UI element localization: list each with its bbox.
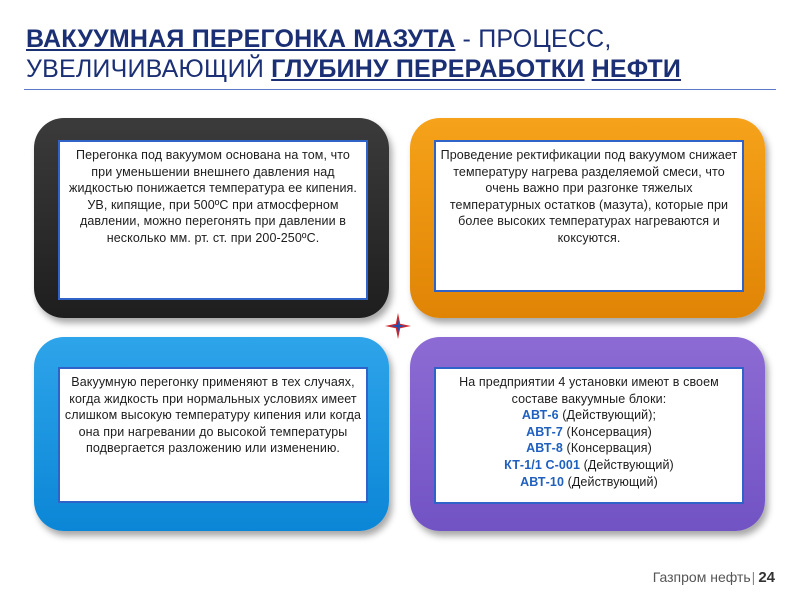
unit-item	[440, 424, 738, 441]
unit-status: (Консервация)	[562, 424, 652, 439]
unit-item	[440, 474, 738, 491]
title-part-1: ВАКУУМНАЯ ПЕРЕГОНКА МАЗУТА	[26, 25, 456, 53]
title-part-2: - ПРОЦЕСС,	[455, 25, 612, 53]
card-bottom-left-text	[58, 367, 368, 503]
unit-status: (Действующий)	[564, 474, 658, 489]
title-part-4: ГЛУБИНУ ПЕРЕРАБОТКИ	[271, 55, 585, 83]
title-part-6: НЕФТИ	[591, 55, 682, 83]
title-part-3: УВЕЛИЧИВАЮЩИЙ	[26, 55, 272, 83]
card-top-right-text	[434, 140, 744, 292]
page-number: 24	[758, 569, 775, 586]
unit-item	[440, 440, 738, 457]
unit-status: (Консервация)	[562, 441, 652, 456]
card-bottom-right-text	[434, 367, 744, 504]
company-name: Газпром нефть	[652, 569, 751, 585]
unit-status: (Действующий);	[558, 408, 657, 423]
vacuum-principle-text: Перегонка под вакуумом основана на том, что при уменьшении внешнего давления над жидкостью понижается температура ее кипения.	[69, 148, 357, 196]
slide-footer	[653, 569, 775, 586]
application-text: Вакуумную перегонку применяют в тех случаях, когда жидкость при нормальных условиях имеет слишком высокую температуру кипения или когда она при нагревании до высокой температуры подвергается разложению или изменению.	[64, 375, 362, 456]
unit-item	[440, 407, 738, 424]
unit-name: АВТ-10	[520, 474, 565, 489]
slide-title	[26, 24, 786, 84]
unit-status: (Действующий)	[580, 457, 674, 472]
unit-name: АВТ-8	[526, 441, 563, 456]
title-part-5	[585, 55, 592, 83]
rectification-text: Проведение ректификации под вакуумом снижает температуру нагрева разделяемой смеси, что очень важно при разгонке тяжелых температурных остатков (мазута), которые при более высоких температурах нагреваются и коксуются.	[440, 148, 738, 245]
unit-name: АВТ-6	[521, 408, 559, 423]
unit-name: АВТ-7	[526, 424, 563, 439]
unit-item	[440, 457, 738, 474]
footer-separator: |	[751, 569, 756, 585]
unit-name: КТ-1/1 С-001	[504, 457, 580, 472]
title-divider	[24, 89, 776, 90]
card-top-left-text	[58, 140, 368, 300]
vacuum-example-text: УВ, кипящие, при 500ºС при атмосферном давлении, можно перегонять при давлении в несколько мм. рт. ст. при 200-250ºС.	[79, 197, 347, 245]
units-intro-text: На предприятии 4 установки имеют в своем составе вакуумные блоки:	[459, 375, 719, 406]
four-point-star-icon	[385, 313, 411, 339]
